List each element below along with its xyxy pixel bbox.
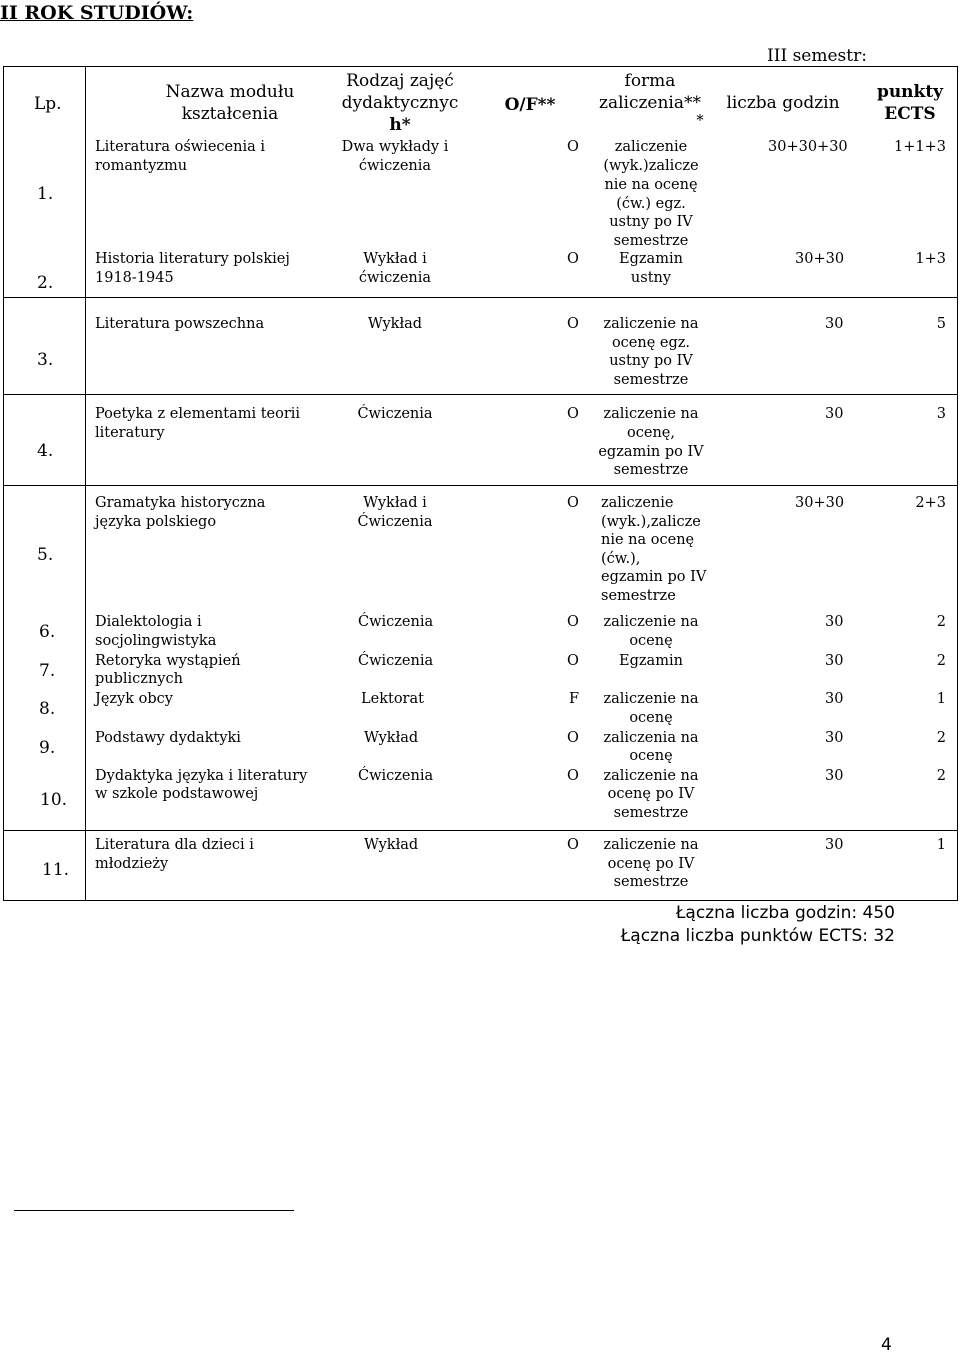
row-lp: 8. <box>39 699 56 719</box>
row-form: zaliczenia na <box>603 730 699 746</box>
header-ects-line2: ECTS <box>884 104 936 124</box>
row-of: O <box>567 495 579 511</box>
row-form: ocenę <box>629 710 673 726</box>
row-name: młodzieży <box>95 856 169 872</box>
total-hours: Łączna liczba godzin: 450 <box>675 903 895 923</box>
row-divider <box>3 394 958 395</box>
row-ects: 1+1+3 <box>894 139 946 155</box>
row-hours: 30 <box>825 653 844 669</box>
row-name: publicznych <box>95 671 183 687</box>
row-hours: 30 <box>825 768 844 784</box>
row-form: semestrze <box>613 462 689 478</box>
row-type: Ćwiczenia <box>357 514 433 530</box>
row-hours: 30 <box>825 837 844 853</box>
row-hours: 30 <box>825 316 844 332</box>
row-divider <box>3 830 958 831</box>
row-hours: 30 <box>825 730 844 746</box>
row-ects: 5 <box>936 316 946 332</box>
header-module-line2: kształcenia <box>181 104 279 124</box>
row-type: Wykład <box>364 730 419 746</box>
row-type: Dwa wykłady i <box>341 139 449 155</box>
row-of: O <box>567 614 579 630</box>
row-of: F <box>569 691 580 707</box>
row-ects: 1 <box>936 837 946 853</box>
row-form: ocenę, <box>627 425 675 441</box>
row-form: ocenę po IV <box>607 786 695 802</box>
row-ects: 2+3 <box>915 495 946 511</box>
row-hours: 30+30+30 <box>768 139 848 155</box>
row-name: w szkole podstawowej <box>95 786 259 802</box>
header-type-line3: h* <box>389 115 411 135</box>
row-type: Wykład <box>364 837 419 853</box>
row-type: Wykład i <box>363 251 427 267</box>
row-form: ustny <box>630 270 672 286</box>
row-type: Ćwiczenia <box>358 653 434 669</box>
row-form: nie na ocenę <box>604 177 698 193</box>
row-type: Ćwiczenia <box>357 406 433 422</box>
row-hours: 30 <box>825 406 844 422</box>
row-ects: 2 <box>936 768 946 784</box>
semester-label: III semestr: <box>767 46 867 66</box>
row-type: Ćwiczenia <box>358 614 434 630</box>
row-form: ocenę po IV <box>607 856 695 872</box>
row-name: 1918-1945 <box>95 270 174 286</box>
row-form: ustny po IV <box>609 353 693 369</box>
row-name: Retoryka wystąpień <box>95 653 241 669</box>
row-lp: 2. <box>37 273 54 293</box>
row-form: semestrze <box>613 372 689 388</box>
row-form: Egzamin <box>619 251 683 267</box>
header-of: O/F** <box>504 95 556 115</box>
row-of: O <box>567 730 579 746</box>
row-form: zaliczenie <box>601 495 674 511</box>
row-ects: 3 <box>936 406 946 422</box>
page-number: 4 <box>881 1335 892 1355</box>
row-ects: 1 <box>936 691 946 707</box>
row-form: (ćw.), <box>601 551 641 567</box>
row-hours: 30 <box>825 691 844 707</box>
row-of: O <box>567 406 579 422</box>
row-name: Dialektologia i <box>95 614 202 630</box>
row-form: ocenę <box>629 633 673 649</box>
row-type: ćwiczenia <box>358 270 432 286</box>
row-ects: 2 <box>936 653 946 669</box>
row-lp: 11. <box>42 860 70 880</box>
row-of: O <box>567 768 579 784</box>
row-lp: 4. <box>37 441 54 461</box>
row-of: O <box>567 837 579 853</box>
row-name: Podstawy dydaktyki <box>95 730 241 746</box>
row-of: O <box>567 251 579 267</box>
header-hours: liczba godzin <box>726 93 840 113</box>
row-form: zaliczenie na <box>603 768 699 784</box>
row-form: zaliczenie na <box>603 316 699 332</box>
header-module-line1: Nazwa modułu <box>165 82 295 102</box>
header-form-line3: * <box>696 113 704 129</box>
total-ects: Łączna liczba punktów ECTS: 32 <box>620 926 895 946</box>
row-form: ocenę egz. <box>611 335 691 351</box>
row-ects: 2 <box>936 614 946 630</box>
column-divider <box>85 66 86 901</box>
row-of: O <box>567 316 579 332</box>
row-name: literatury <box>95 425 165 441</box>
row-form: semestrze <box>613 805 689 821</box>
row-form: egzamin po IV <box>598 444 704 460</box>
row-form: nie na ocenę <box>601 532 695 548</box>
row-lp: 9. <box>39 738 56 758</box>
row-form: semestrze <box>613 874 689 890</box>
row-divider <box>3 297 958 298</box>
row-type: Wykład <box>367 316 423 332</box>
row-of: O <box>567 139 579 155</box>
row-ects: 2 <box>936 730 946 746</box>
row-name: Literatura oświecenia i <box>95 139 265 155</box>
header-ects-line1: punkty <box>876 82 944 102</box>
page-title: II ROK STUDIÓW: <box>0 2 194 24</box>
row-form: zaliczenie na <box>603 691 699 707</box>
row-ects: 1+3 <box>915 251 946 267</box>
header-lp: Lp. <box>34 94 62 114</box>
header-form-line1: forma <box>624 71 676 91</box>
row-of: O <box>567 653 579 669</box>
footnote-separator <box>14 1210 294 1211</box>
row-name: Gramatyka historyczna <box>95 495 266 511</box>
row-lp: 5. <box>37 545 54 565</box>
row-form: ocenę <box>629 748 673 764</box>
row-form: semestrze <box>613 233 689 249</box>
row-lp: 7. <box>39 661 56 681</box>
row-hours: 30 <box>825 614 844 630</box>
row-hours: 30+30 <box>795 495 845 511</box>
row-name: Historia literatury polskiej <box>95 251 290 267</box>
header-type-line1: Rodzaj zajęć <box>346 71 454 91</box>
row-lp: 3. <box>37 350 54 370</box>
row-name: Literatura powszechna <box>95 316 265 332</box>
row-form: (ćw.) egz. <box>616 196 686 212</box>
row-form: (wyk.),zalicze <box>601 514 701 530</box>
row-lp: 6. <box>39 622 56 642</box>
row-form: zaliczenie na <box>603 837 699 853</box>
row-form: (wyk.)zalicze <box>603 158 699 174</box>
row-name: romantyzmu <box>95 158 188 174</box>
row-type: Wykład i <box>363 495 427 511</box>
row-form: semestrze <box>601 588 676 604</box>
row-name: Język obcy <box>95 691 173 707</box>
row-form: zaliczenie na <box>603 614 699 630</box>
column-divider <box>957 66 958 901</box>
row-lp: 10. <box>40 790 68 810</box>
row-lp: 1. <box>37 184 54 204</box>
row-type: ćwiczenia <box>358 158 432 174</box>
row-form: Egzamin <box>619 653 683 669</box>
row-name: języka polskiego <box>95 514 217 530</box>
row-form: ustny po IV <box>609 214 693 230</box>
row-name: Dydaktyka języka i literatury <box>95 768 308 784</box>
header-type-line2: dydaktycznyc <box>341 93 459 113</box>
row-name: Literatura dla dzieci i <box>95 837 254 853</box>
header-form-line2: zaliczenia** <box>598 93 702 113</box>
row-hours: 30+30 <box>795 251 845 267</box>
row-divider <box>3 485 958 486</box>
row-form: egzamin po IV <box>601 569 707 585</box>
row-form: zaliczenie <box>614 139 688 155</box>
row-name: Poetyka z elementami teorii <box>95 406 301 422</box>
row-type: Lektorat <box>361 691 424 707</box>
row-name: socjolingwistyka <box>95 633 217 649</box>
row-type: Ćwiczenia <box>358 768 434 784</box>
row-form: zaliczenie na <box>603 406 699 422</box>
